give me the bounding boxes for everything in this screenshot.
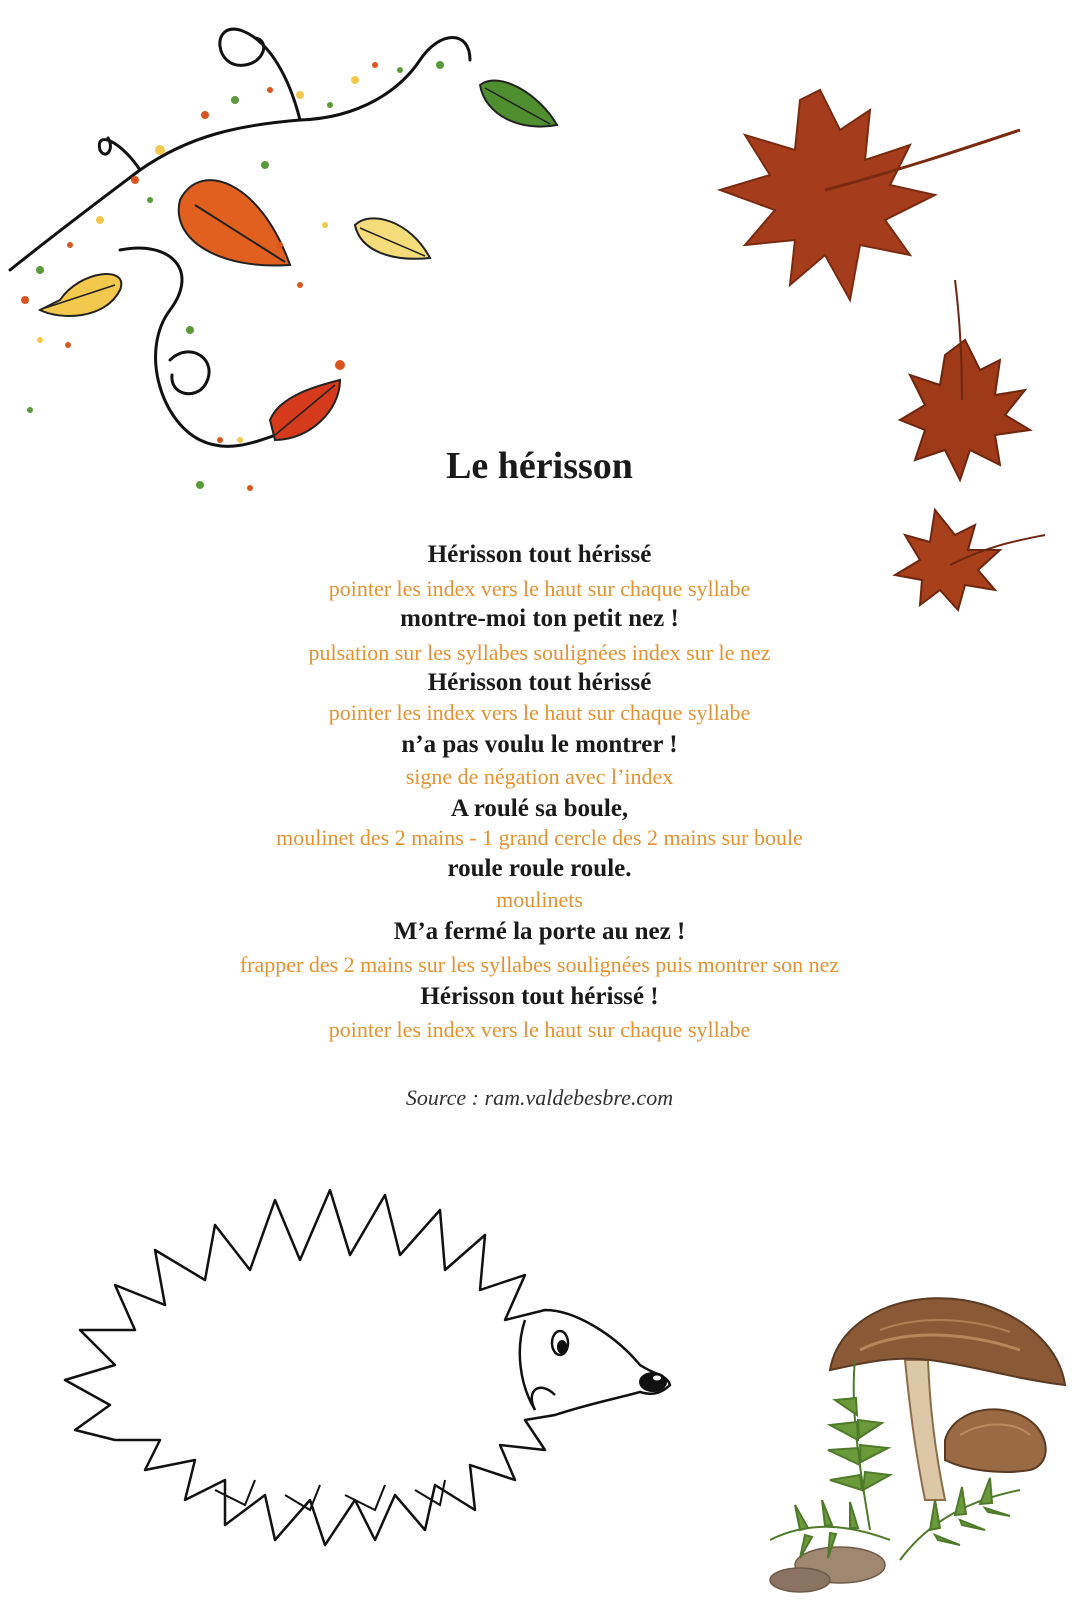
gesture-line: pointer les index vers le haut sur chaque syllabe xyxy=(328,1017,751,1042)
leaf-icon xyxy=(270,380,340,440)
gesture-line: moulinet des 2 mains - 1 grand cercle des 2 mains sur boule xyxy=(276,825,803,850)
maple-leaf-icon xyxy=(720,90,1020,300)
leaf-icon xyxy=(355,218,430,258)
verse-line: A roulé sa boule, xyxy=(450,795,629,822)
source-credit: Source : ram.valdebesbre.com xyxy=(405,1085,674,1110)
verse-line: M’a fermé la porte au nez ! xyxy=(393,918,686,945)
verse-line: Hérisson tout hérissé xyxy=(427,669,652,696)
leaf-icon xyxy=(40,274,121,316)
gesture-line: signe de négation avec l’index xyxy=(405,764,674,789)
verse-line: roule roule roule. xyxy=(447,855,632,882)
confetti-dots xyxy=(21,61,444,491)
verse-line: Hérisson tout hérissé ! xyxy=(420,983,659,1010)
gesture-line: frapper des 2 mains sur les syllabes soulignées puis montrer son nez xyxy=(239,952,840,977)
gesture-line: pointer les index vers le haut sur chaque syllabe xyxy=(328,576,751,601)
gesture-line: pulsation sur les syllabes soulignées index sur le nez xyxy=(308,640,771,665)
gesture-line: moulinets xyxy=(496,887,583,912)
leaf-icon xyxy=(480,81,557,127)
leaf-icon xyxy=(179,180,290,265)
autumn-swirl-illustration xyxy=(0,0,600,500)
verse-line: n’a pas voulu le montrer ! xyxy=(401,731,678,758)
verse-line: montre-moi ton petit nez ! xyxy=(400,605,679,632)
gesture-line: pointer les index vers le haut sur chaque syllabe xyxy=(328,700,751,725)
page-title: Le hérisson xyxy=(446,445,633,487)
nose-icon xyxy=(639,1372,667,1392)
verse-line: Hérisson tout hérissé xyxy=(427,541,652,568)
mushroom-fern-illustration xyxy=(730,1290,1079,1600)
hedgehog-outline-drawing xyxy=(55,1160,695,1580)
